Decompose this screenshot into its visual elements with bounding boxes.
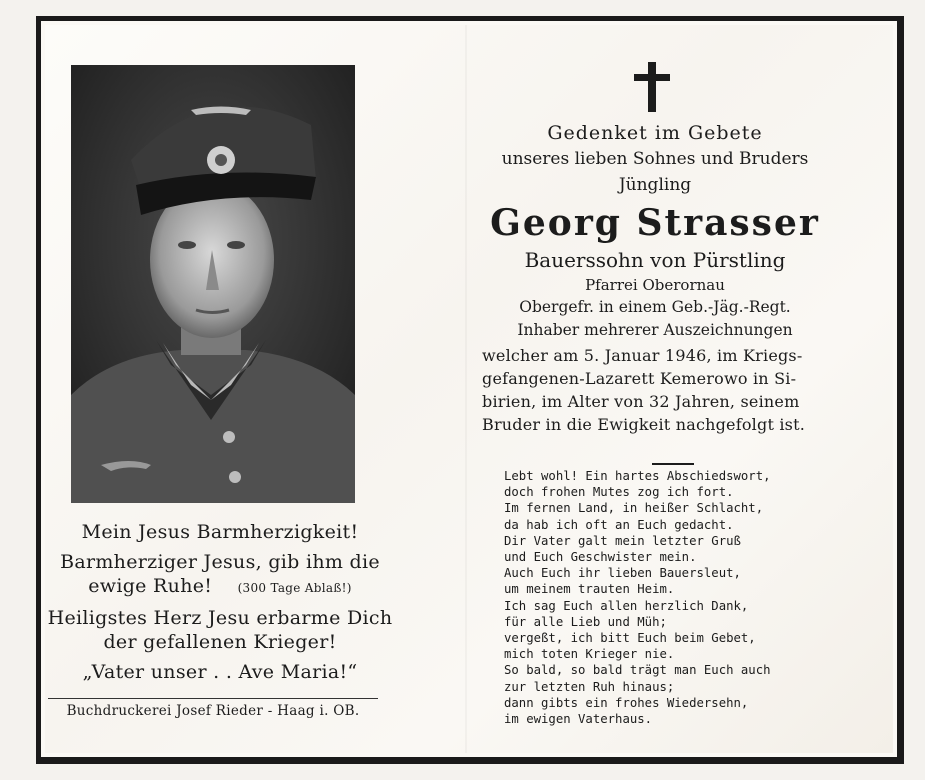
poem-line: Ich sag Euch allen herzlich Dank, <box>504 598 749 613</box>
remembrance-title: Jüngling <box>618 175 692 195</box>
prayer-line-text: ewige Ruhe! <box>88 575 213 597</box>
poem-line: da hab ich oft an Euch gedacht. <box>504 517 734 532</box>
soldier-portrait-photo <box>71 65 355 503</box>
prayer-line <box>35 574 405 600</box>
section-divider <box>652 463 694 465</box>
deceased-awards: Inhaber mehrerer Auszeichnungen <box>517 321 793 339</box>
death-details <box>482 344 828 436</box>
poem-line: zur letzten Ruh hinaus; <box>504 679 675 694</box>
death-details-line: gefangenen-Lazarett Kemerowo in Si- <box>482 369 797 388</box>
cross-icon <box>634 62 670 112</box>
deceased-parish: Pfarrei Oberornau <box>585 276 725 294</box>
poem-line: So bald, so bald trägt man Euch auch <box>504 663 771 678</box>
poem-line: doch frohen Mutes zog ich fort. <box>504 485 734 500</box>
poem-line: um meinem trauten Heim. <box>504 582 675 597</box>
poem-line: im ewigen Vaterhaus. <box>504 712 653 727</box>
poem-line: Lebt wohl! Ein hartes Abschiedswort, <box>504 469 771 483</box>
poem-line: Im fernen Land, in heißer Schlacht, <box>504 501 764 516</box>
prayer-line: Mein Jesus Barmherzigkeit! <box>81 521 359 543</box>
poem-line: Dir Vater galt mein letzter Gruß <box>504 533 741 548</box>
prayer-line: Heiligstes Herz Jesu erbarme Dich <box>47 607 393 629</box>
poem-line: dann gibts ein frohes Wiedersehn, <box>504 695 749 710</box>
death-details-line: birien, im Alter von 32 Jahren, seinem <box>482 392 800 411</box>
remembrance-subheading: unseres lieben Sohnes und Bruders <box>501 149 809 169</box>
prayer-line: der gefallenen Krieger! <box>103 631 337 653</box>
prayer-line: Barmherziger Jesus, gib ihm die <box>60 551 380 573</box>
remembrance-heading: Gedenket im Gebete <box>547 122 763 144</box>
deceased-origin: Bauerssohn von Pürstling <box>524 248 786 272</box>
poem-line: vergeßt, ich bitt Euch beim Gebet, <box>504 631 756 646</box>
poem-line: und Euch Geschwister mein. <box>504 550 697 565</box>
printer-credit: Buchdruckerei Josef Rieder - Haag i. OB. <box>48 698 378 719</box>
farewell-poem <box>504 468 814 727</box>
poem-line: für alle Lieb und Müh; <box>504 614 667 629</box>
prayer-block <box>35 520 405 684</box>
prayer-line: „Vater unser . . Ave Maria!“ <box>82 661 358 683</box>
deceased-name: Georg Strasser <box>490 202 820 244</box>
obituary-block <box>455 120 855 436</box>
death-details-line: Bruder in die Ewigkeit nachgefolgt ist. <box>482 415 806 434</box>
deceased-rank: Obergefr. in einem Geb.-Jäg.-Regt. <box>519 298 791 316</box>
poem-line: mich toten Krieger nie. <box>504 647 675 662</box>
indulgence-note: (300 Tage Ablaß!) <box>237 581 352 595</box>
death-details-line: welcher am 5. Januar 1946, im Kriegs- <box>482 346 803 365</box>
poem-line: Auch Euch ihr lieben Bauersleut, <box>504 566 741 581</box>
